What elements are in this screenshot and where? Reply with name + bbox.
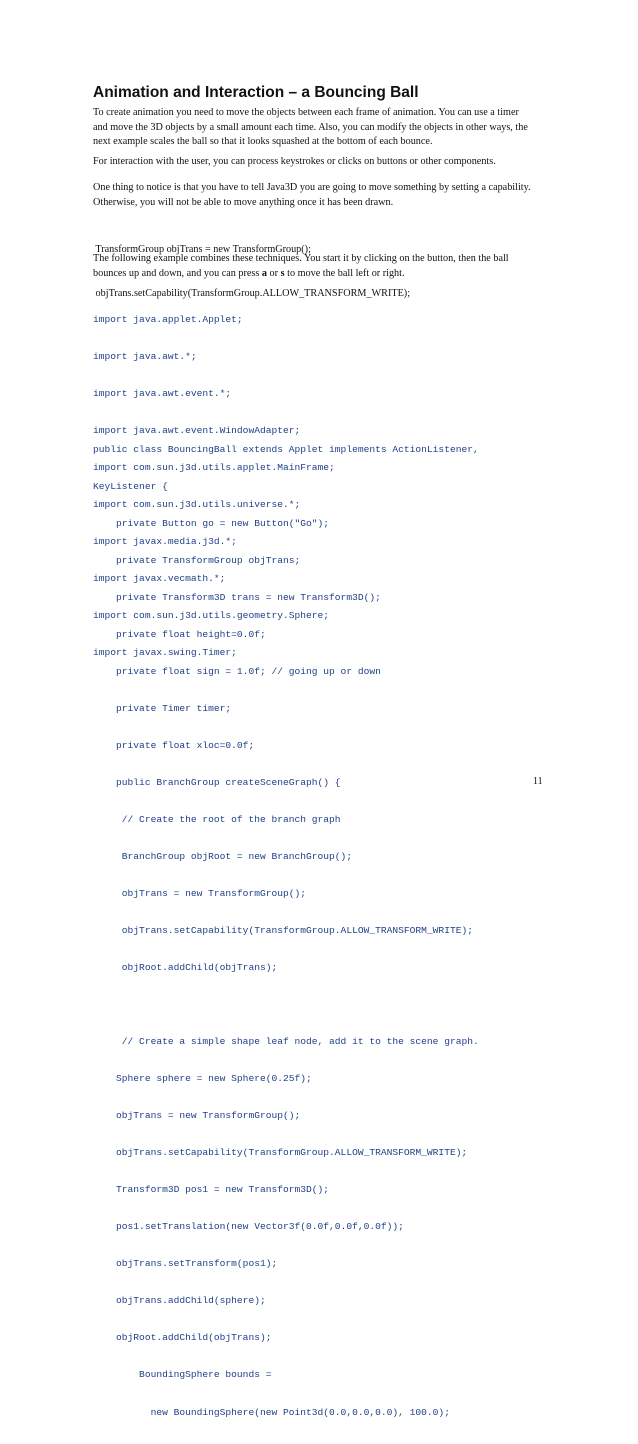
- code-line: objTrans.addChild(sphere);: [93, 1295, 266, 1307]
- code-line: private float height=0.0f;: [93, 628, 266, 640]
- code-line: objTrans.setCapability(TransformGroup.ALLOW_TRANSFORM_WRITE);: [93, 1147, 468, 1159]
- code-line: import javax.vecmath.*;: [93, 572, 226, 584]
- text-line: To create animation you need to move the objects between each frame of animation. You can use a timer: [93, 107, 519, 118]
- text-segment: bounces up and down, and you can press: [93, 267, 262, 279]
- key-a: a: [261, 267, 267, 279]
- code-line: private Timer timer;: [93, 702, 232, 714]
- snippet-line: TransformGroup objTrans = new TransformGroup();: [93, 244, 311, 256]
- text-segment: or: [267, 267, 281, 279]
- paragraph-interaction: [93, 155, 553, 170]
- code-line: public BranchGroup createSceneGraph() {: [93, 776, 341, 788]
- code-line: new BoundingSphere(new Point3d(0.0,0.0,0.0), 100.0);: [93, 1406, 450, 1418]
- text-line: next example scales the ball so that it looks squashed at the bottom of each bounce.: [93, 136, 433, 148]
- code-line: pos1.setTranslation(new Vector3f(0.0f,0.0f,0.0f));: [93, 1221, 404, 1233]
- text-segment: to move the ball left or right.: [284, 267, 405, 279]
- code-line: // Create a simple shape leaf node, add it to the scene graph.: [93, 1036, 479, 1048]
- paragraph-intro: [93, 106, 553, 150]
- code-line: objTrans = new TransformGroup();: [93, 1110, 301, 1122]
- code-line: Sphere sphere = new Sphere(0.25f);: [93, 1073, 312, 1085]
- key-s: s: [280, 267, 285, 279]
- code-line: objTrans = new TransformGroup();: [93, 888, 307, 900]
- code-line: objTrans.setTransform(pos1);: [93, 1258, 278, 1270]
- code-line: objRoot.addChild(objTrans);: [93, 1332, 272, 1344]
- code-line: BoundingSphere bounds =: [93, 1369, 272, 1381]
- page-number: 11: [533, 776, 543, 787]
- text-line: The following example combines these techniques. You start it by clicking on the button, then the ball: [93, 253, 509, 264]
- code-line: import java.awt.*;: [93, 350, 197, 362]
- class-code-block: [93, 419, 553, 1444]
- code-line: import com.sun.j3d.utils.applet.MainFrame;: [93, 461, 335, 473]
- text-line: [93, 267, 553, 282]
- text-line: One thing to notice is that you have to tell Java3D you are going to move something by setting a capability.: [93, 182, 531, 193]
- section-heading: Animation and Interaction – a Bouncing Ball: [93, 84, 419, 101]
- text-line: Otherwise, you will not be able to move anything once it has been drawn.: [93, 196, 394, 208]
- code-line: import java.awt.event.*;: [93, 387, 232, 399]
- code-line: public class BouncingBall extends Applet implements ActionListener,: [93, 443, 479, 455]
- snippet-line: objTrans.setCapability(TransformGroup.ALLOW_TRANSFORM_WRITE);: [93, 287, 411, 299]
- code-line: private TransformGroup objTrans;: [93, 554, 301, 566]
- code-line: objRoot.addChild(objTrans);: [93, 962, 278, 974]
- code-line: import com.sun.j3d.utils.geometry.Sphere;: [93, 609, 330, 621]
- code-line: import javax.media.j3d.*;: [93, 535, 237, 547]
- code-line: import javax.swing.Timer;: [93, 646, 237, 658]
- code-line: import java.awt.event.WindowAdapter;: [93, 424, 301, 436]
- text-line: For interaction with the user, you can process keystrokes or clicks on buttons or other components.: [93, 156, 496, 167]
- paragraph-example: [93, 252, 553, 281]
- code-line: import com.sun.j3d.utils.universe.*;: [93, 498, 301, 510]
- code-line: // Create the root of the branch graph: [93, 814, 341, 825]
- code-line: private float sign = 1.0f; // going up or down: [93, 665, 381, 677]
- code-line: private Transform3D trans = new Transform3D();: [93, 591, 381, 603]
- code-line: Transform3D pos1 = new Transform3D();: [93, 1184, 330, 1196]
- paragraph-capability: [93, 181, 553, 210]
- code-line: BranchGroup objRoot = new BranchGroup();: [93, 851, 353, 863]
- code-line: KeyListener {: [93, 480, 168, 492]
- text-line: and move the 3D objects by a small amount each time. Also, you can modify the objects in other ways, the: [93, 121, 528, 133]
- code-line: import java.applet.Applet;: [93, 313, 243, 325]
- code-line: private float xloc=0.0f;: [93, 739, 255, 751]
- code-line: objTrans.setCapability(TransformGroup.ALLOW_TRANSFORM_WRITE);: [93, 925, 473, 937]
- code-line: private Button go = new Button("Go");: [93, 517, 330, 529]
- code-line: [93, 999, 553, 1011]
